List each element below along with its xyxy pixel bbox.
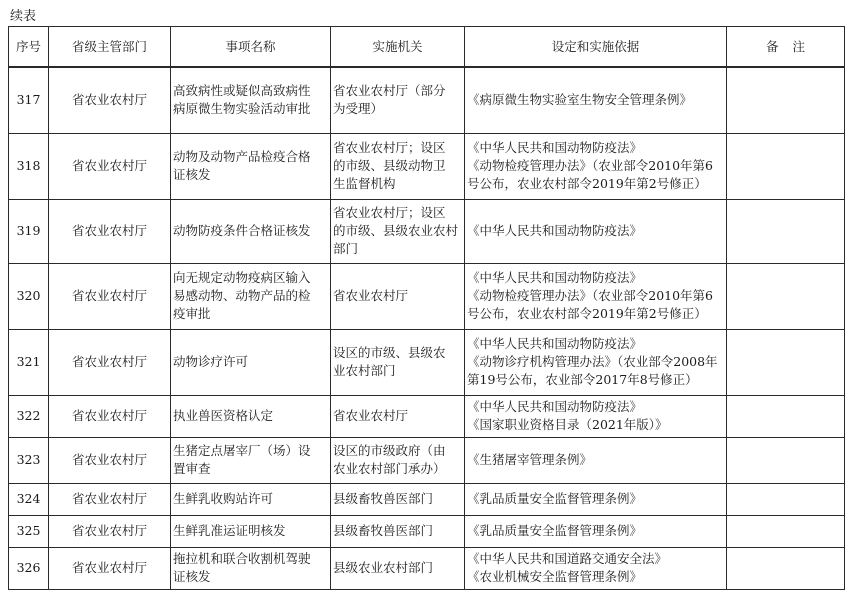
cell-seq: 326 [9, 547, 49, 589]
cell-name-line: 执业兽医资格认定 [173, 408, 274, 423]
table-row [9, 515, 845, 547]
cell-dept: 省农业农村厅 [49, 515, 171, 547]
cell-basis [465, 263, 727, 329]
cell-seq: 318 [9, 133, 49, 199]
cell-basis [465, 515, 727, 547]
cell-dept: 省农业农村厅 [49, 67, 171, 133]
cell-remark [727, 547, 845, 589]
cell-basis-line: 《中华人民共和国道路交通安全法》 [467, 551, 668, 566]
cell-remark [727, 437, 845, 483]
cell-basis-line: 《国家职业资格目录（2021年版）》 [467, 417, 668, 432]
cell-name [171, 547, 331, 589]
cell-agency-line: 县级农业农村部门 [333, 560, 434, 575]
cell-name-line: 置审查 [173, 461, 211, 476]
cell-agency-line: 省农业农村厅；设区 [333, 140, 446, 155]
cell-basis [465, 133, 727, 199]
cell-basis-line: 号公布，农业农村部令2019年第2号修正） [467, 306, 707, 321]
header-dept: 省级主管部门 [49, 27, 171, 68]
cell-name-line: 易感动物、动物产品的检 [173, 288, 311, 303]
table-row [9, 263, 845, 329]
cell-agency [331, 329, 465, 395]
header-remark-label: 备注 [765, 38, 819, 54]
cell-name-line: 动物及动物产品检疫合格 [173, 149, 311, 164]
cell-dept: 省农业农村厅 [49, 329, 171, 395]
cell-name-line: 动物诊疗许可 [173, 354, 249, 369]
cell-dept: 省农业农村厅 [49, 437, 171, 483]
cell-seq: 323 [9, 437, 49, 483]
cell-agency-line: 省农业农村厅；设区 [333, 205, 446, 220]
cell-basis-line: 《乳品质量安全监督管理条例》 [467, 491, 643, 506]
cell-dept: 省农业农村厅 [49, 199, 171, 263]
cell-name-line: 疫审批 [173, 306, 211, 321]
cell-agency-line: 省农业农村厅（部分 [333, 83, 446, 99]
cell-basis-line: 《中华人民共和国动物防疫法》 [467, 270, 643, 285]
cell-basis-line: 《动物检疫管理办法》（农业部令2010年第6 [467, 288, 714, 303]
table-row [9, 547, 845, 589]
cell-agency [331, 483, 465, 515]
cell-dept: 省农业农村厅 [49, 395, 171, 437]
cell-dept: 省农业农村厅 [49, 483, 171, 515]
approval-items-table [8, 26, 845, 590]
cell-name [171, 199, 331, 263]
cell-agency [331, 515, 465, 547]
cell-name-line: 向无规定动物疫病区输入 [173, 270, 311, 285]
cell-basis [465, 199, 727, 263]
cell-agency-line: 的市级、县级动物卫 [333, 158, 446, 173]
header-remark [727, 27, 845, 68]
cell-basis-line: 《中华人民共和国动物防疫法》 [467, 140, 643, 155]
cell-basis-line: 第19号公布，农业部令2017年8号修正） [467, 372, 698, 387]
cell-remark [727, 67, 845, 133]
cell-name [171, 133, 331, 199]
cell-name [171, 395, 331, 437]
cell-basis-line: 《中华人民共和国动物防疫法》 [467, 399, 643, 414]
cell-seq: 317 [9, 67, 49, 133]
cell-agency [331, 133, 465, 199]
table-header-row [9, 27, 845, 68]
cell-remark [727, 329, 845, 395]
cell-name [171, 67, 331, 133]
cell-dept: 省农业农村厅 [49, 263, 171, 329]
cell-agency-line: 县级畜牧兽医部门 [333, 491, 434, 506]
cell-name [171, 483, 331, 515]
cell-name [171, 329, 331, 395]
cell-basis-line: 号公布，农业农村部令2019年第2号修正） [467, 176, 707, 191]
cell-seq: 321 [9, 329, 49, 395]
cell-agency-line: 生监督机构 [333, 176, 396, 191]
cell-name-line: 证核发 [173, 167, 211, 182]
cell-basis [465, 483, 727, 515]
table-row [9, 395, 845, 437]
cell-name [171, 515, 331, 547]
cell-agency [331, 547, 465, 589]
cell-basis [465, 437, 727, 483]
cell-seq: 322 [9, 395, 49, 437]
cell-basis [465, 329, 727, 395]
header-name: 事项名称 [171, 27, 331, 68]
header-seq: 序号 [9, 27, 49, 68]
cell-basis [465, 395, 727, 437]
cell-seq: 324 [9, 483, 49, 515]
cell-remark [727, 199, 845, 263]
cell-agency-line: 为受理） [333, 101, 384, 117]
cell-agency-line: 设区的市级、县级农 [333, 345, 446, 360]
cell-name [171, 263, 331, 329]
cell-agency-line: 设区的市级政府（由 [333, 443, 446, 458]
table-row [9, 67, 845, 133]
cell-name-line: 高致病性或疑似高致病性 [173, 83, 311, 99]
cell-basis-line: 《生猪屠宰管理条例》 [467, 452, 593, 467]
cell-seq: 320 [9, 263, 49, 329]
cell-basis-line: 《农业机械安全监督管理条例》 [467, 569, 643, 584]
cell-name [171, 437, 331, 483]
cell-agency-line: 农业农村部门承办） [333, 461, 446, 476]
header-basis: 设定和实施依据 [465, 27, 727, 68]
cell-basis-line: 《乳品质量安全监督管理条例》 [467, 523, 643, 538]
table-row [9, 437, 845, 483]
cell-name-line: 动物防疫条件合格证核发 [173, 223, 311, 238]
cell-basis-line: 《动物诊疗机构管理办法》（农业部令2008年 [467, 354, 718, 369]
cell-agency-line: 县级畜牧兽医部门 [333, 523, 434, 538]
cell-agency [331, 263, 465, 329]
cell-agency-line: 业农村部门 [333, 363, 396, 378]
cell-agency-line: 省农业农村厅 [333, 408, 409, 423]
cell-remark [727, 263, 845, 329]
cell-name-line: 病原微生物实验活动审批 [173, 101, 311, 117]
cell-remark [727, 133, 845, 199]
table-row [9, 133, 845, 199]
cell-basis-line: 《中华人民共和国动物防疫法》 [467, 336, 643, 351]
cell-remark [727, 483, 845, 515]
table-row [9, 483, 845, 515]
cell-agency [331, 437, 465, 483]
cell-name-line: 证核发 [173, 569, 211, 584]
cell-seq: 325 [9, 515, 49, 547]
cell-agency-line: 的市级、县级农业农村 [333, 223, 459, 238]
cell-name-line: 生鲜乳收购站许可 [173, 491, 274, 506]
cell-name-line: 拖拉机和联合收割机驾驶 [173, 551, 311, 566]
table-row [9, 199, 845, 263]
cell-agency [331, 395, 465, 437]
cell-agency-line: 部门 [333, 241, 359, 256]
cell-agency-line: 省农业农村厅 [333, 288, 409, 303]
cell-remark [727, 515, 845, 547]
table-caption: 续表 [10, 9, 37, 24]
table-row [9, 329, 845, 395]
header-agency: 实施机关 [331, 27, 465, 68]
cell-basis-line: 《中华人民共和国动物防疫法》 [467, 223, 643, 238]
cell-seq: 319 [9, 199, 49, 263]
cell-basis-line: 《动物检疫管理办法》（农业部令2010年第6 [467, 158, 714, 173]
cell-basis [465, 547, 727, 589]
cell-name-line: 生猪定点屠宰厂（场）设 [173, 443, 311, 458]
cell-dept: 省农业农村厅 [49, 133, 171, 199]
cell-name-line: 生鲜乳准运证明核发 [173, 523, 286, 538]
cell-agency [331, 67, 465, 133]
cell-remark [727, 395, 845, 437]
cell-basis-line: 《病原微生物实验室生物安全管理条例》 [467, 92, 693, 108]
cell-basis [465, 67, 727, 133]
cell-dept: 省农业农村厅 [49, 547, 171, 589]
cell-agency [331, 199, 465, 263]
